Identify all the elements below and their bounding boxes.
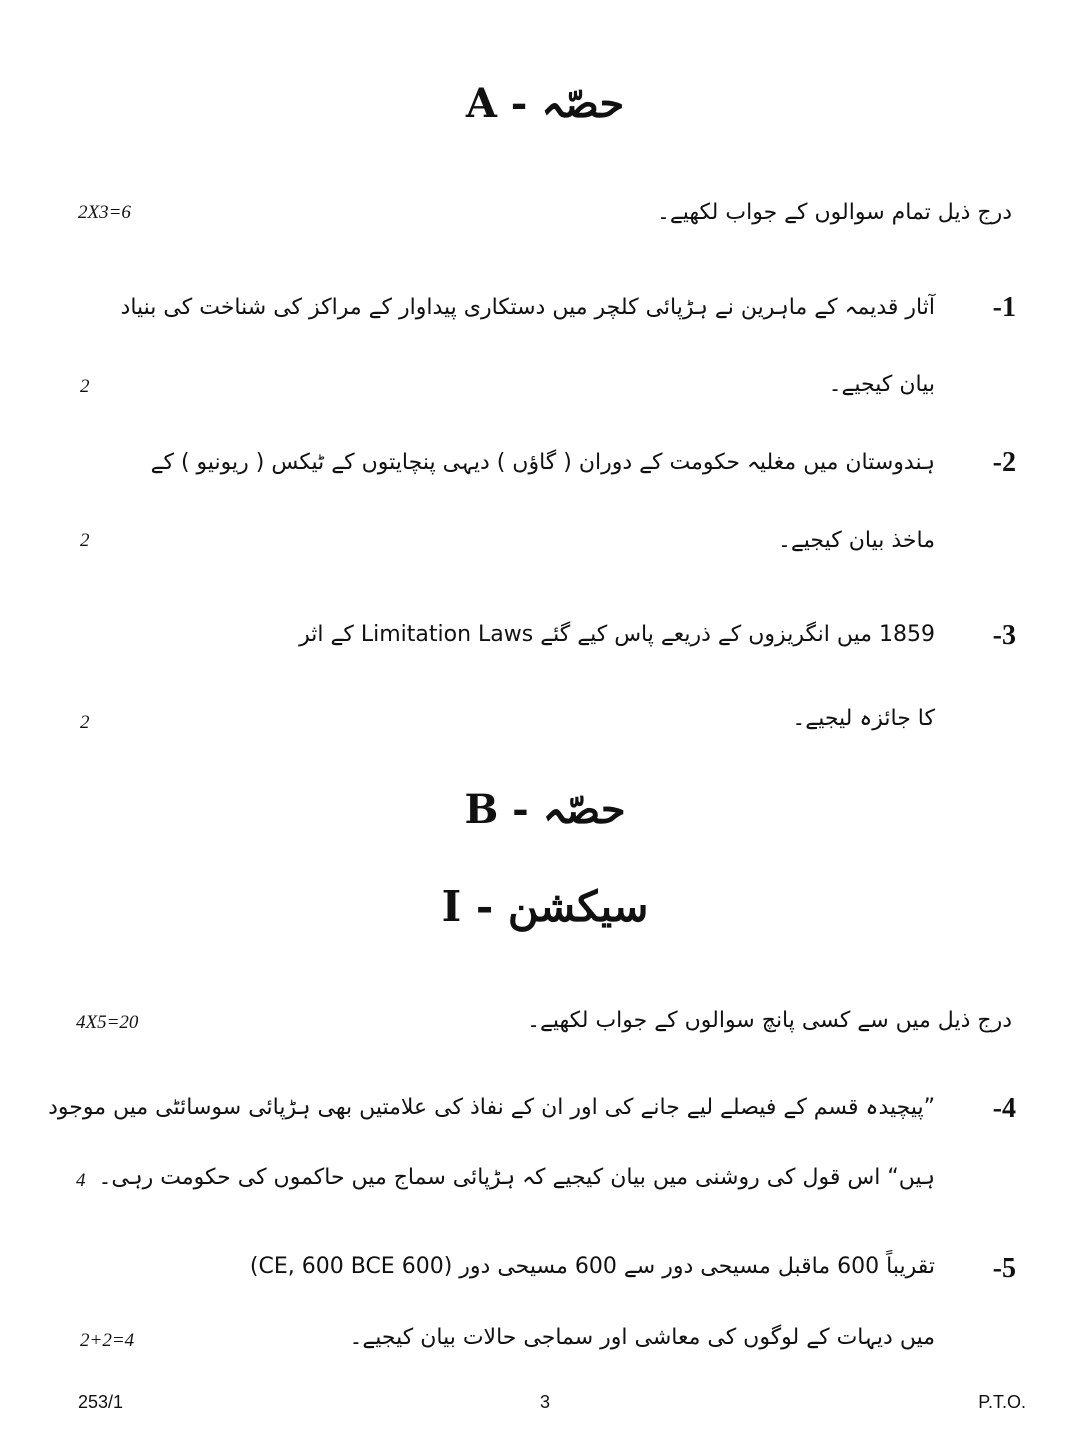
question-number: 1-: [992, 292, 1016, 323]
subsection-heading: سیکشن - I: [441, 882, 649, 931]
paper-code: 253/1: [78, 1392, 124, 1412]
question-text: میں دیہات کے لوگوں کی معاشی اور سماجی حالات بیان کیجیے۔: [349, 1325, 935, 1350]
question-number: 5-: [992, 1253, 1016, 1284]
question-text: ماخذ بیان کیجیے۔: [778, 528, 935, 553]
question-text: ”پیچیدہ قسم کے فیصلے لیے جانے کی اور ان کے نفاذ کی علامتیں بھی ہڑپائی سوسائٹی میں موجود: [48, 1095, 935, 1120]
question-number: 4-: [992, 1093, 1016, 1124]
question-text: تقریباً 600 ماقبل مسیحی دور سے 600 مسیحی دور (600 CE, 600 BCE): [249, 1254, 935, 1279]
question-text: کا جائزہ لیجیے۔: [792, 706, 935, 731]
question-text: ہندوستان میں مغلیہ حکومت کے دوران ( گاؤں ) دیہی پنچایتوں کے ٹیکس ( ریونیو ) کے: [150, 450, 935, 475]
question-text: 1859 میں انگریزوں کے ذریعے پاس کیے گئے Limitation Laws کے اثر: [299, 622, 935, 647]
section-b-heading: حصّہ - B: [464, 786, 626, 833]
section-b-marks: 4X5=20: [76, 1012, 139, 1033]
question-marks: 2+2=4: [80, 1330, 135, 1351]
question-marks: 2: [80, 712, 90, 733]
section-a-instruction: درج ذیل تمام سوالوں کے جواب لکھیے۔: [656, 200, 1012, 225]
question-text: ہیں“ اس قول کی روشنی میں بیان کیجیے کہ ہڑپائی سماج میں حاکموں کی حکومت رہی۔: [98, 1165, 935, 1190]
section-a-marks: 2X3=6: [78, 202, 131, 223]
question-number: 3-: [992, 620, 1016, 651]
question-marks: 2: [80, 376, 90, 397]
question-marks: 4: [76, 1170, 86, 1191]
page-number: 3: [539, 1392, 550, 1412]
question-text: آثار قدیمہ کے ماہرین نے ہڑپائی کلچر میں دستکاری پیداوار کے مراکز کی شناخت کی بنیاد: [120, 295, 935, 320]
question-marks: 2: [80, 530, 90, 551]
section-b-instruction: درج ذیل میں سے کسی پانچ سوالوں کے جواب لکھیے۔: [527, 1008, 1012, 1033]
question-number: 2-: [992, 447, 1016, 478]
section-a-heading: حصّہ - A: [465, 80, 625, 127]
question-text: بیان کیجیے۔: [828, 372, 935, 397]
pto-label: P.T.O.: [978, 1392, 1026, 1412]
